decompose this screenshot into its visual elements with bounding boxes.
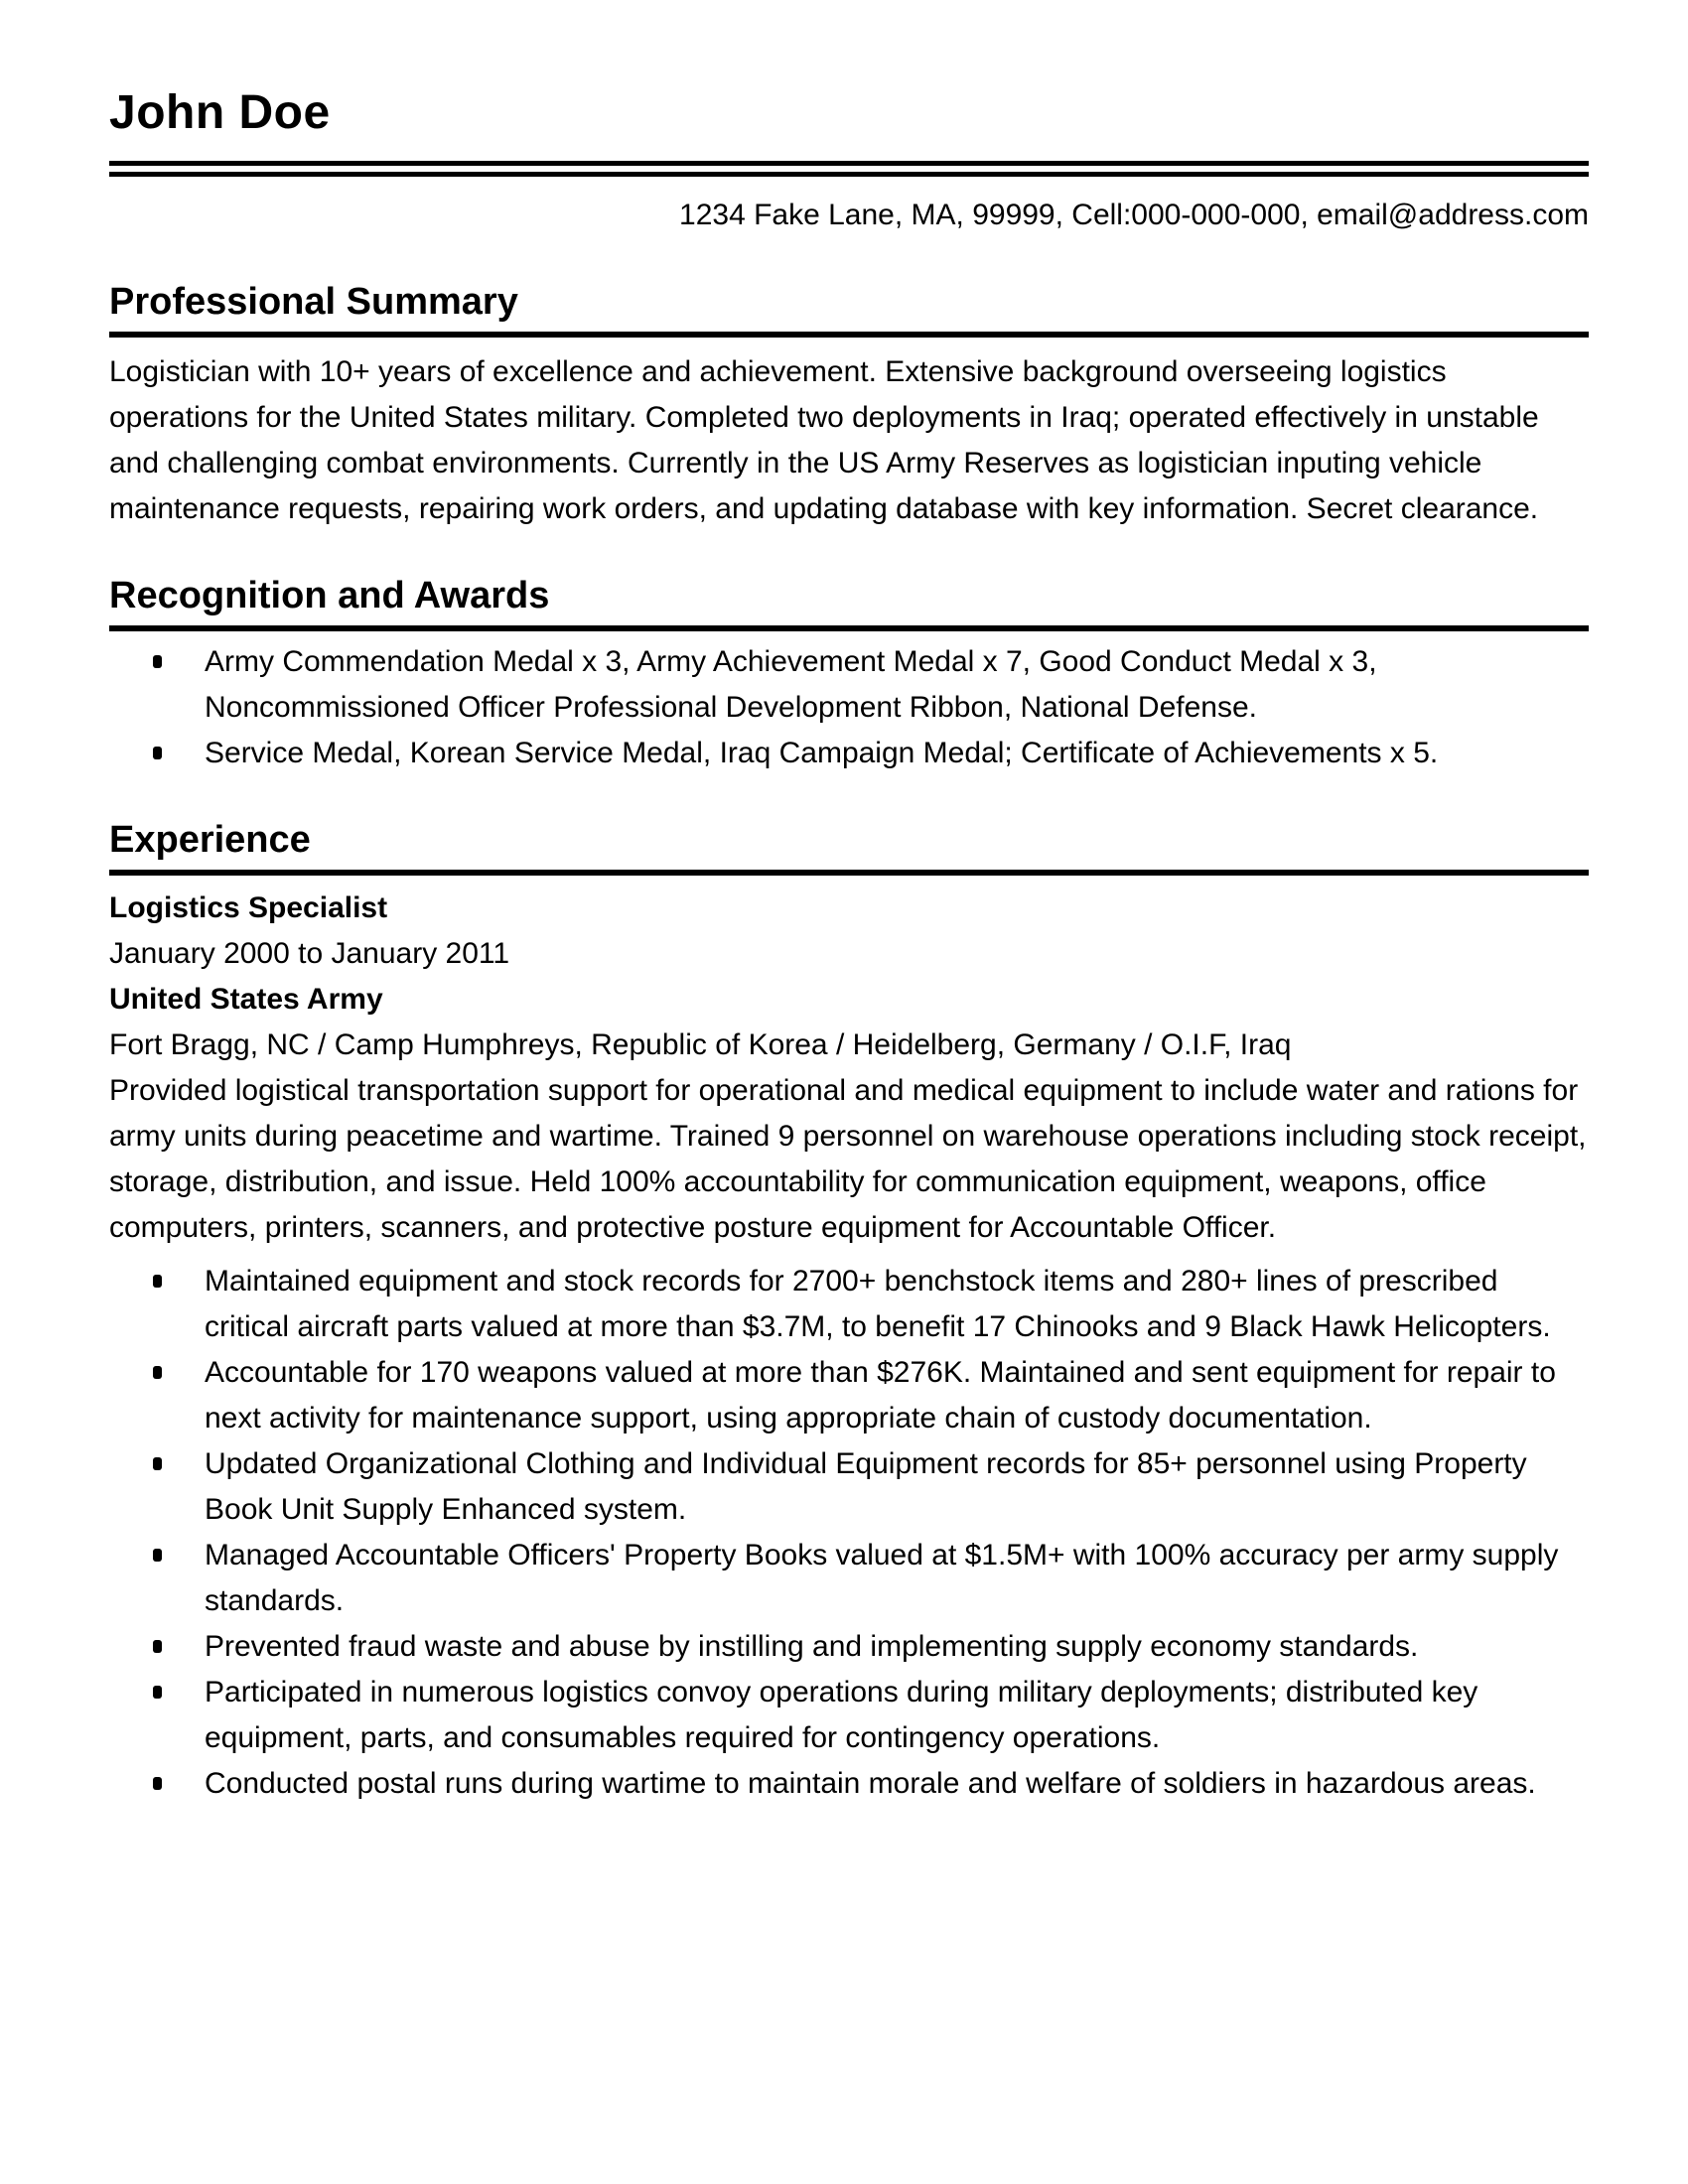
experience-bullet-item: Conducted postal runs during wartime to maintain morale and welfare of soldiers in hazardous areas. [205,1761,1589,1807]
experience-bullets-list [109,1259,1589,1807]
contact-line: 1234 Fake Lane, MA, 99999, Cell:000-000-000, email@address.com [679,199,1589,231]
section-title-recognition-awards: Recognition and Awards [109,574,1589,631]
awards-list [109,639,1589,776]
experience-bullet-item: Updated Organizational Clothing and Individual Equipment records for 85+ personnel using Property Book Unit Supply Enhanced system. [205,1441,1589,1533]
experience-bullet-item: Prevented fraud waste and abuse by instilling and implementing supply economy standards. [205,1624,1589,1670]
experience-job [109,886,1589,1251]
award-item: Service Medal, Korean Service Medal, Iraq Campaign Medal; Certificate of Achievements x 5. [205,731,1589,776]
section-title-experience: Experience [109,818,1589,876]
summary-paragraph: Logistician with 10+ years of excellence and achievement. Extensive background overseeing logistics operations for the United States military. Completed two deployments in Iraq; operated effectively in unstable and challenging combat environments. Currently in the US Army Reserves as logistician inputing vehicle maintenance requests, repairing work orders, and updating database with key information. Secret clearance. [109,355,1539,525]
experience-bullet-item: Participated in numerous logistics convoy operations during military deployments; distributed key equipment, parts, and consumables required for contingency operations. [205,1670,1589,1761]
experience-bullet-item: Managed Accountable Officers' Property Books valued at $1.5M+ with 100% accuracy per army supply standards. [205,1533,1589,1624]
experience-bullet-item: Accountable for 170 weapons valued at more than $276K. Maintained and sent equipment for repair to next activity for maintenance support, using appropriate chain of custody documentation. [205,1350,1589,1441]
job-description: Provided logistical transportation support for operational and medical equipment to include water and rations for army units during peacetime and wartime. Trained 9 personnel on warehouse operations including stock receipt, storage, distribution, and issue. Held 100% accountability for communication equipment, weapons, office computers, printers, scanners, and protective posture equipment for Accountable Officer. [109,1074,1587,1244]
job-location: Fort Bragg, NC / Camp Humphreys, Republic of Korea / Heidelberg, Germany / O.I.F, Iraq [109,1028,1292,1061]
header-double-rule [109,161,1589,177]
job-employer: United States Army [109,983,383,1016]
experience-bullet-item: Maintained equipment and stock records for 2700+ benchstock items and 280+ lines of prescribed critical aircraft parts valued at more than $3.7M, to benefit 17 Chinooks and 9 Black Hawk Helicopters. [205,1259,1589,1350]
job-dates: January 2000 to January 2011 [109,937,510,970]
person-name-heading: John Doe [109,86,331,139]
award-item: Army Commendation Medal x 3, Army Achievement Medal x 7, Good Conduct Medal x 3, Noncommissioned Officer Professional Development Ribbon, National Defense. [205,639,1589,731]
section-title-professional-summary: Professional Summary [109,280,1589,338]
job-title: Logistics Specialist [109,891,388,924]
